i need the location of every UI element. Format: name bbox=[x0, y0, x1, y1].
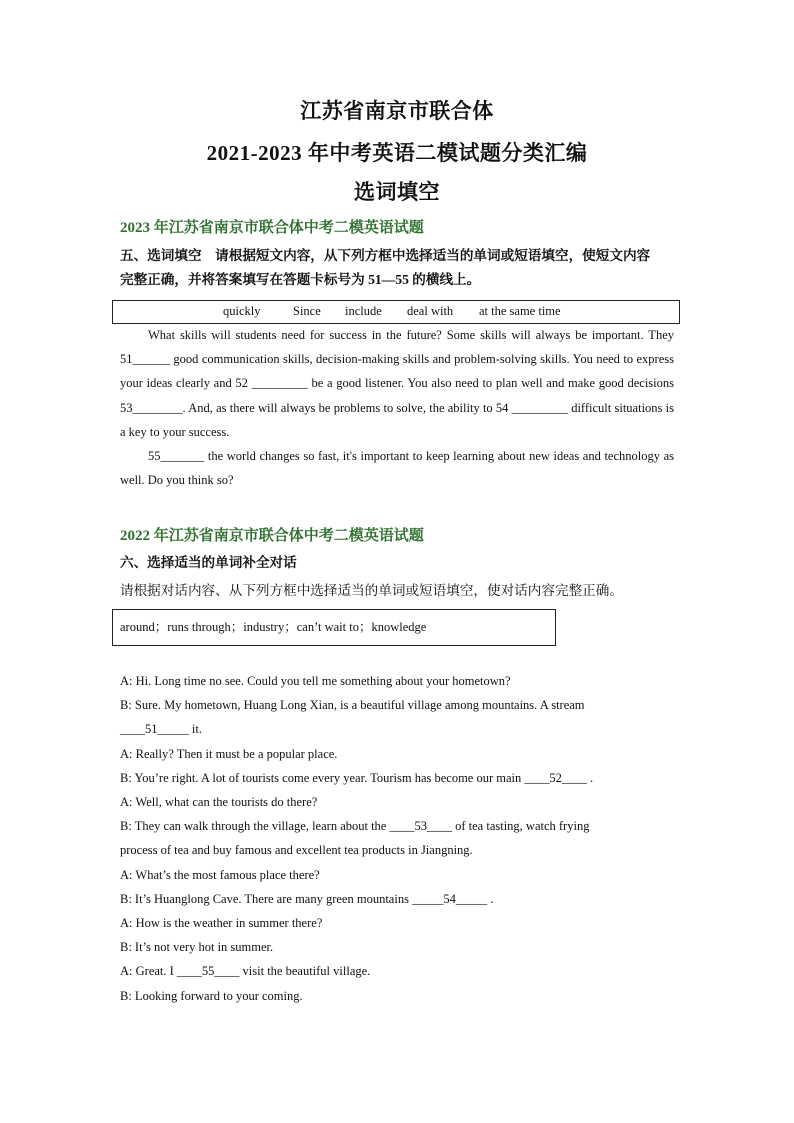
document-subtitle: 2021-2023 年中考英语二模试题分类汇编 bbox=[206, 141, 588, 165]
dialogue-text: A: Great. I bbox=[120, 964, 177, 979]
passage-text: . And, as there will always be problems to solve, the ability to 54 bbox=[182, 400, 512, 415]
passage-text: the world changes so fast, it's important to keep learning about new ideas and technology as well. Do you think so? bbox=[120, 449, 674, 488]
passage-text: What skills will students need for success in the future? Some skills will always be important. They 51 bbox=[120, 328, 674, 367]
dialogue-line: B: It’s not very hot in summer. bbox=[120, 940, 274, 955]
section-2023-heading: 2023 年江苏省南京市联合体中考二模英语试题 bbox=[120, 220, 424, 236]
dialogue-line bbox=[120, 717, 674, 741]
dialogue bbox=[120, 669, 674, 1008]
dialogue-text: B: It’s Huanglong Cave. There are many green mountains bbox=[120, 891, 413, 906]
blank-52[interactable]: ____52____ bbox=[524, 770, 587, 785]
word-option: quickly bbox=[223, 304, 261, 318]
passage-text: good communication skills, decision-making skills and problem-solving skills. You need to express your ideas clearly and 52 bbox=[120, 352, 674, 391]
section-2023-instruction bbox=[120, 244, 674, 292]
section-2022-instruction: 请根据对话内容、从下列方框中选择适当的单词或短语填空，使对话内容完整正确。 bbox=[120, 583, 623, 598]
word-option: Since bbox=[293, 304, 321, 318]
dialogue-line bbox=[120, 887, 674, 911]
blank-51[interactable]: ____51_____ bbox=[120, 722, 189, 737]
dialogue-line bbox=[120, 814, 674, 838]
passage-text: be a good listener. You also need to plan well and make good decisions 53 bbox=[120, 376, 674, 415]
blank-52[interactable]: _________ bbox=[251, 376, 308, 391]
dialogue-line bbox=[120, 766, 674, 790]
dialogue-line: A: What’s the most famous place there? bbox=[120, 867, 320, 882]
blank-54[interactable]: _________ bbox=[511, 400, 568, 415]
word-box-2022: around；runs through；industry；can’t wait to；knowledge bbox=[112, 609, 556, 646]
instruction-line: 五、选词填空 请根据短文内容，从下列方框中选择适当的单词或短语填空，使短文内容 bbox=[120, 248, 651, 263]
word-box-2023 bbox=[112, 300, 680, 324]
section-2022-heading: 2022 年江苏省南京市联合体中考二模英语试题 bbox=[120, 528, 424, 544]
dialogue-line: B: Looking forward to your coming. bbox=[120, 988, 303, 1003]
dialogue-text: B: You’re right. A lot of tourists come every year. Tourism has become our main bbox=[120, 770, 525, 785]
dialogue-line bbox=[120, 959, 674, 983]
passage-paragraph-1 bbox=[120, 323, 674, 444]
document-topic: 选词填空 bbox=[354, 180, 440, 204]
dialogue-text: of tea tasting, watch frying bbox=[451, 819, 590, 834]
instruction-line: 完整正确，并将答案填写在答题卡标号为 51—55 的横线上。 bbox=[120, 272, 481, 287]
dialogue-text: B: They can walk through the village, learn about the bbox=[120, 819, 390, 834]
dialogue-line: A: Really? Then it must be a popular place. bbox=[120, 746, 338, 761]
blank-51[interactable]: ______ bbox=[132, 352, 170, 367]
dialogue-text: . bbox=[487, 891, 494, 906]
dialogue-text: . bbox=[586, 770, 594, 785]
blank-55[interactable]: _______ bbox=[160, 449, 205, 463]
blank-53[interactable]: ____53____ bbox=[389, 819, 452, 834]
blank-54[interactable]: _____54_____ bbox=[412, 891, 488, 906]
passage-text: 55 bbox=[148, 449, 161, 463]
blank-53[interactable]: ________ bbox=[132, 400, 183, 415]
word-option: at the same time bbox=[479, 304, 561, 318]
section-2022-subheading: 六、选择适当的单词补全对话 bbox=[120, 555, 297, 570]
passage-paragraph-2 bbox=[120, 444, 674, 492]
dialogue-line: B: Sure. My hometown, Huang Long Xian, is a beautiful village among mountains. A stream bbox=[120, 698, 585, 713]
dialogue-line: A: Well, what can the tourists do there? bbox=[120, 795, 318, 810]
blank-55[interactable]: ____55____ bbox=[176, 964, 240, 979]
dialogue-line: A: How is the weather in summer there? bbox=[120, 916, 323, 931]
document-title: 江苏省南京市联合体 bbox=[300, 99, 494, 123]
passage-text: difficult situations is a key to your success. bbox=[120, 400, 675, 439]
dialogue-text: visit the beautiful village. bbox=[239, 964, 371, 979]
dialogue-text: it. bbox=[188, 722, 202, 737]
dialogue-line: process of tea and buy famous and excellent tea products in Jiangning. bbox=[120, 843, 473, 858]
word-option: deal with bbox=[407, 304, 454, 318]
dialogue-line: A: Hi. Long time no see. Could you tell me something about your hometown? bbox=[120, 674, 511, 688]
word-option: include bbox=[345, 304, 382, 318]
